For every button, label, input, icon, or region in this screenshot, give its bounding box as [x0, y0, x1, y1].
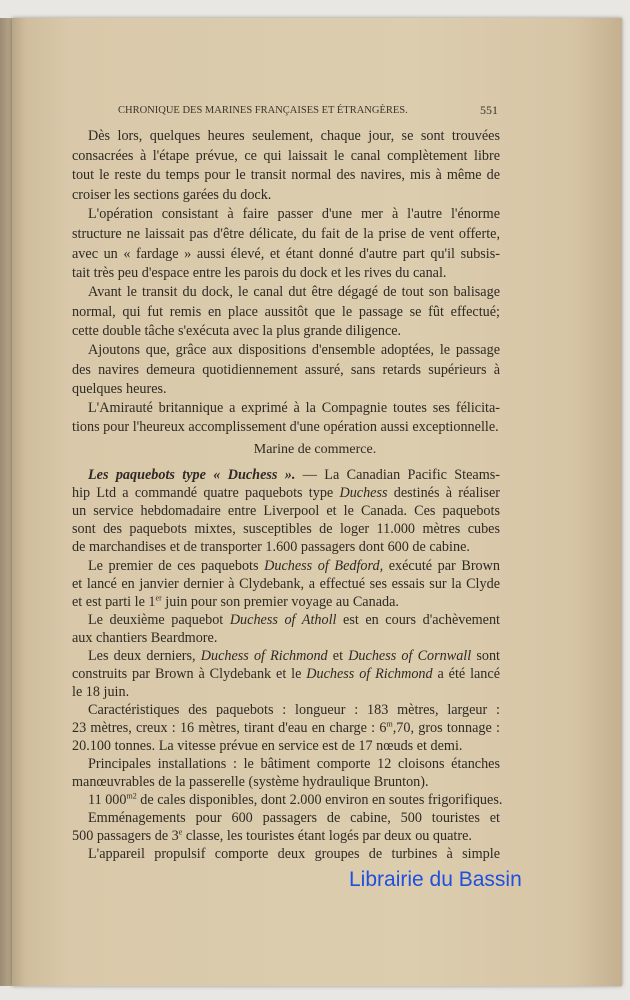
- text-line: [88, 284, 500, 301]
- text-line: [72, 187, 500, 204]
- text-run: le 18 juin.: [72, 684, 130, 700]
- text-line: [88, 206, 500, 223]
- text-line: [88, 648, 500, 665]
- text-run: L'opération consistant à faire passer d'une mer à l'autre l'énorme: [88, 206, 500, 222]
- superscript: m2: [126, 791, 137, 801]
- text-line: [72, 485, 500, 502]
- text-run: tions pour l'heureux accomplissement d'une opération aussi exceptionnelle.: [72, 419, 499, 435]
- text-run: et: [327, 648, 349, 664]
- text-line: [72, 265, 500, 282]
- text-run: a été lancé: [432, 666, 500, 682]
- text-line: [72, 226, 500, 243]
- text-run: structure ne laissait pas d'être délicate, du fait de la prise de vent offerte,: [72, 226, 500, 242]
- text-run: hip Ltd a commandé quatre paquebots type: [72, 485, 340, 501]
- text-run: 23 mètres, creux : 16 mètres, tirant d'eau en charge : 6: [72, 720, 387, 736]
- text-run: et est parti le 1: [72, 594, 156, 610]
- text-line: [88, 400, 500, 417]
- watermark: Librairie du Bassin: [349, 868, 522, 891]
- section-title: Marine de commerce.: [253, 442, 377, 457]
- text-run: de cales disponibles, dont 2.000 environ en soutes frigorifiques.: [136, 792, 503, 808]
- text-run: construits par Brown à Clydebank et le: [72, 666, 307, 682]
- italic-text: Duchess of Bedford,: [264, 558, 384, 574]
- running-header: CHRONIQUE DES MARINES FRANÇAISES ET ÉTRANGÈRES.: [118, 105, 408, 116]
- text-run: croiser les sections garées du dock.: [72, 187, 272, 203]
- text-run: Le premier de ces paquebots: [88, 558, 265, 574]
- text-run: Caractéristiques des paquebots : longueur : 183 mètres, largeur :: [88, 702, 500, 718]
- text-line: [88, 846, 500, 863]
- text-run: classe, les touristes étant logés par deux ou quatre.: [182, 828, 472, 844]
- text-run: quelques heures.: [72, 381, 167, 397]
- text-run: 20.100 tonnes. La vitesse prévue en service est de 17 nœuds et demi.: [72, 738, 463, 754]
- text-line: [88, 612, 500, 629]
- text-line: [72, 539, 500, 556]
- text-run: 500 passagers de 3: [72, 828, 179, 844]
- text-run: Emménagements pour 600 passagers de cabine, 500 touristes et: [88, 810, 500, 826]
- text-line: [72, 684, 500, 701]
- italic-text: Duchess: [339, 485, 388, 501]
- text-run: est en cours d'achèvement: [336, 612, 500, 628]
- text-line: [72, 362, 500, 379]
- text-line: [88, 467, 500, 484]
- text-run: consacrées à l'étape prévue, ce qui laissait le canal complètement libre: [72, 148, 500, 164]
- text-run: Principales installations : le bâtiment comporte 12 cloisons étanches: [88, 756, 500, 772]
- text-line: [88, 558, 500, 575]
- text-run: 11 000: [88, 792, 127, 808]
- text-run: Les deux derniers,: [88, 648, 201, 664]
- text-run: Dès lors, quelques heures seulement, chaque jour, se sont trouvées: [88, 128, 500, 144]
- superscript: er: [155, 593, 162, 603]
- text-run: des navires demeura quotidiennement assuré, sans retards supérieurs à: [72, 362, 500, 378]
- text-line: [72, 148, 500, 165]
- text-run: — La Canadian Pacific Steams-: [295, 467, 500, 483]
- italic-text: Duchess of Richmond: [200, 648, 328, 664]
- text-line: [88, 810, 500, 827]
- text-run: Avant le transit du dock, le canal dut être dégagé de tout son balisage: [88, 284, 500, 300]
- superscript: m: [386, 719, 393, 729]
- text-run: sont: [471, 648, 500, 664]
- text-run: un service hebdomadaire entre Liverpool et le Canada. Ces paquebots: [72, 503, 500, 519]
- text-line: [72, 419, 500, 436]
- text-line: [72, 503, 500, 520]
- text-line: [88, 128, 500, 145]
- text-run: normal, qui fut remis en place aussitôt que le passage se fût effectué;: [72, 304, 500, 320]
- text-line: [72, 323, 500, 340]
- text-run: avec un « fardage » aussi élevé, et étant donné d'autre part qu'il subsis-: [72, 246, 500, 262]
- text-line: [72, 720, 500, 737]
- text-run: ,70, gros tonnage :: [392, 720, 500, 736]
- text-line: [72, 666, 500, 683]
- superscript: e: [178, 827, 183, 837]
- text-run: aux chantiers Beardmore.: [72, 630, 218, 646]
- italic-text: Duchess of Cornwall: [348, 648, 472, 664]
- text-line: [88, 342, 500, 359]
- text-run: exécuté par Brown: [383, 558, 500, 574]
- text-line: [72, 630, 500, 647]
- text-run: destinés à réaliser: [387, 485, 500, 501]
- text-run: juin pour son premier voyage au Canada.: [161, 594, 399, 610]
- text-run: Ajoutons que, grâce aux dispositions d'ensemble adoptées, le passage: [88, 342, 500, 358]
- text-line: [72, 738, 500, 755]
- text-run: Le deuxième paquebot: [88, 612, 230, 628]
- page-number: 551: [480, 103, 498, 117]
- text-line: [72, 381, 500, 398]
- text-line: [72, 594, 500, 611]
- text-run: L'appareil propulsif comporte deux groupes de turbines à simple: [88, 846, 500, 862]
- text-run: sont des paquebots mixtes, susceptibles de loger 11.000 mètres cubes: [72, 521, 500, 537]
- text-line: [72, 521, 500, 538]
- text-line: [72, 774, 500, 791]
- text-run: et lancé en janvier dernier à Clydebank, a effectué ses essais sur la Clyde: [72, 576, 500, 592]
- text-line: [72, 576, 500, 593]
- text-run: cette double tâche s'exécuta avec la plus grande diligence.: [72, 323, 402, 339]
- text-run: de marchandises et de transporter 1.600 passagers dont 600 de cabine.: [72, 539, 470, 555]
- text-line: [72, 828, 500, 845]
- italic-text: Les paquebots type « Duchess ».: [88, 467, 296, 483]
- text-line: [72, 304, 500, 321]
- text-run: manœuvrables de la passerelle (système hydraulique Brunton).: [72, 774, 429, 790]
- italic-text: Duchess of Richmond: [306, 666, 433, 682]
- text-run: tait très peu d'espace entre les parois du dock et les rives du canal.: [72, 265, 447, 281]
- text-run: L'Amirauté britannique a exprimé à la Compagnie toutes ses félicita-: [88, 400, 500, 416]
- text-line: [88, 702, 500, 719]
- text-line: [72, 246, 500, 263]
- italic-text: Duchess of Atholl: [229, 612, 337, 628]
- text-line: [88, 756, 500, 773]
- text-line: [72, 167, 500, 184]
- text-run: tout le reste du temps pour le transit normal des navires, mis à même de: [72, 167, 500, 183]
- text-line: [88, 791, 503, 809]
